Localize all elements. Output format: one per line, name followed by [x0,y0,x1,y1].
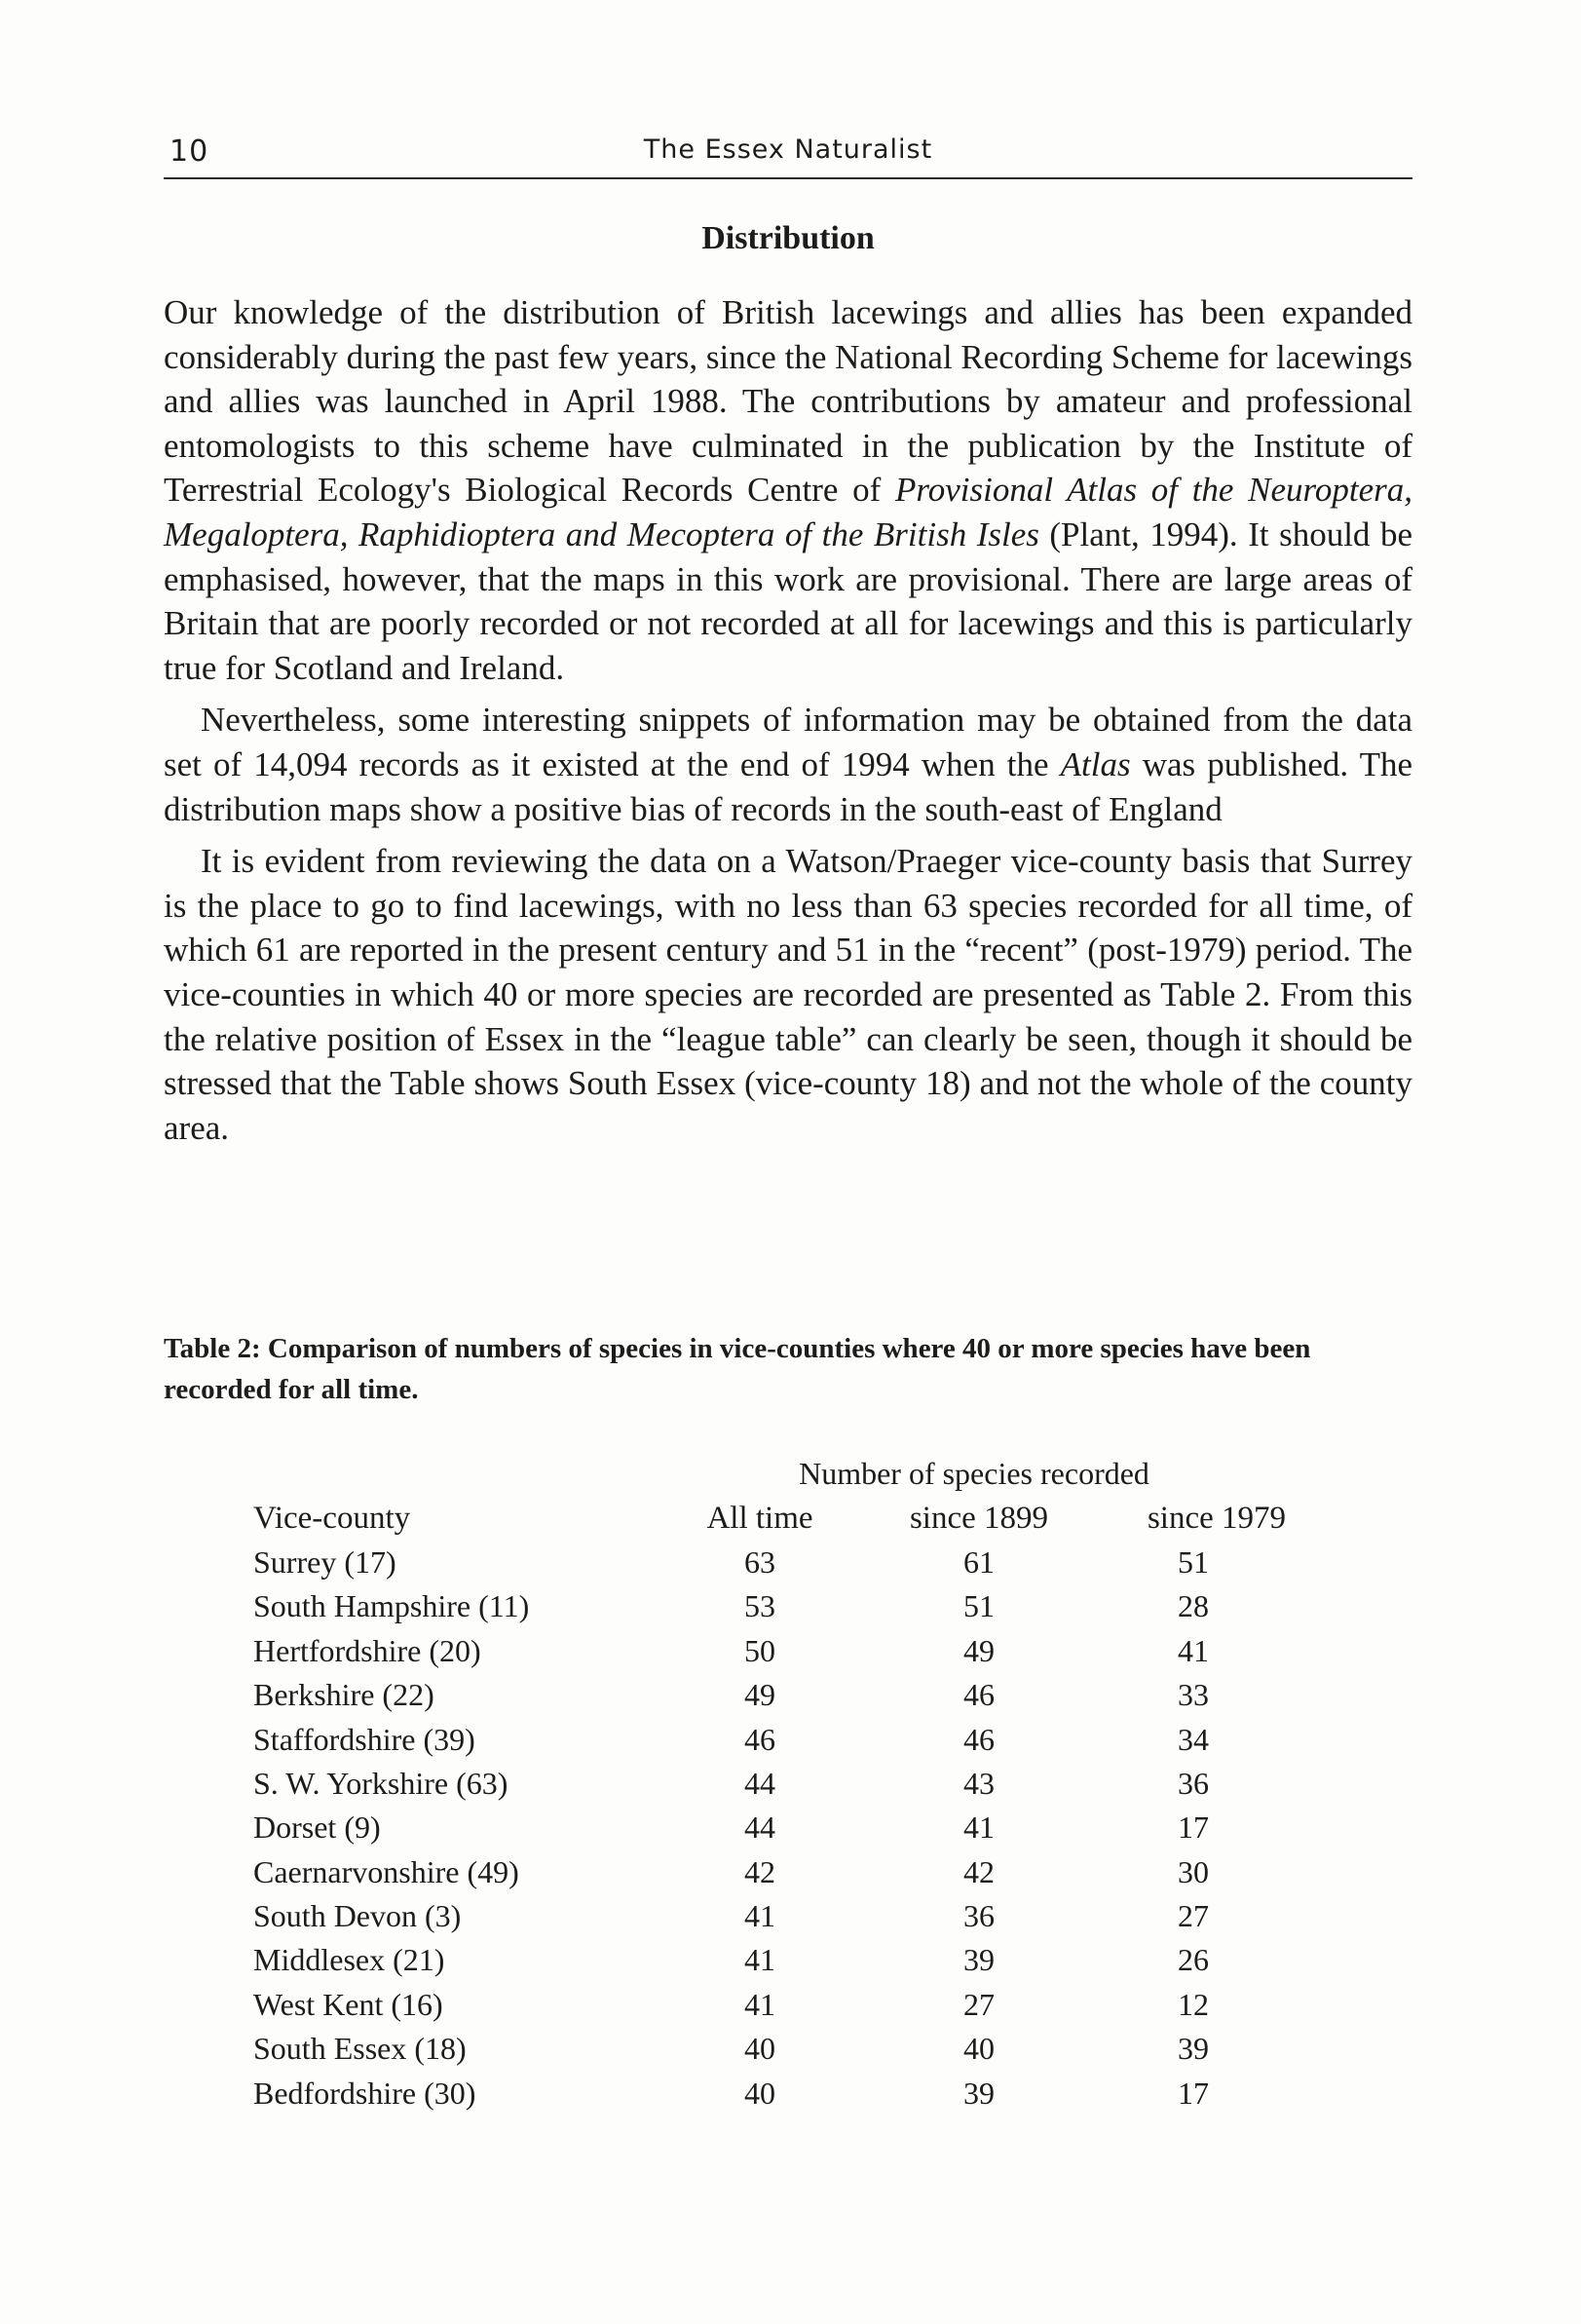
cell-vice-county: Hertfordshire (20) [253,1632,481,1668]
table-group-header-row [253,1452,1286,1496]
cell-all-time: 41 [744,1986,775,2022]
table-row [253,1938,1286,1982]
column-header-since-1979: since 1979 [1147,1500,1286,1536]
cell-since-1979: 27 [1178,1898,1209,1934]
cell-all-time: 49 [744,1677,775,1713]
page-number: 10 [169,134,209,169]
table-row [253,1762,1286,1806]
cell-all-time: 46 [744,1721,775,1757]
cell-all-time: 40 [744,2031,775,2067]
table-row [253,1894,1286,1938]
table-row [253,1983,1286,2027]
cell-all-time: 40 [744,2075,775,2111]
cell-since-1979: 51 [1178,1543,1209,1580]
cell-vice-county: South Devon (3) [253,1898,462,1934]
table-row [253,1673,1286,1717]
cell-since-1899: 36 [963,1898,995,1934]
paragraph-1 [164,290,1412,690]
cell-since-1899: 41 [963,1810,995,1846]
cell-since-1899: 27 [963,1986,995,2022]
cell-since-1979: 26 [1178,1942,1209,1978]
cell-all-time: 44 [744,1765,775,1801]
cell-all-time: 41 [744,1942,775,1978]
cell-vice-county: Dorset (9) [253,1810,381,1846]
cell-since-1899: 43 [963,1765,995,1801]
cell-all-time: 63 [744,1543,775,1580]
table-row [253,1629,1286,1673]
cell-vice-county: Caernarvonshire (49) [253,1853,519,1889]
cell-since-1899: 46 [963,1721,995,1757]
cell-vice-county: Berkshire (22) [253,1677,434,1713]
cell-since-1899: 49 [963,1632,995,1668]
cell-since-1979: 33 [1178,1677,1209,1713]
running-header [164,129,1412,179]
cell-vice-county: Surrey (17) [253,1543,396,1580]
table-row [253,2071,1286,2114]
cell-since-1979: 36 [1178,1765,1209,1801]
column-header-since-1899: since 1899 [909,1500,1049,1536]
cell-all-time: 42 [744,1853,775,1889]
table-row [253,1806,1286,1849]
cell-vice-county: Staffordshire (39) [253,1721,475,1757]
section-heading: Distribution [701,220,875,256]
cell-since-1899: 46 [963,1677,995,1713]
cell-since-1979: 39 [1178,2031,1209,2067]
cell-all-time: 44 [744,1810,775,1846]
cell-since-1899: 61 [963,1543,995,1580]
table-row [253,1850,1286,1894]
journal-title: The Essex Naturalist [643,134,933,165]
paragraph-2 [164,698,1412,831]
cell-since-1899: 42 [963,1853,995,1889]
cell-since-1979: 12 [1178,1986,1209,2022]
column-header-vice-county: Vice-county [253,1500,411,1536]
paragraph-3: It is evident from reviewing the data on a Watson/Praeger vice-county basis that Surrey is the place to go to find lacewings, with no less than 63 species recorded for all time, of which 61 are reported in the present century and 51 in the “recent” (post-1979) period. The vice-counties in which 40 or more species are recorded are presented as Table 2. From this the relative position of Essex in the “league table” can clearly be seen, though it should be stressed that the Table shows South Essex (vice-county 18) and not the whole of the county area. [164,842,1412,1147]
cell-vice-county: Middlesex (21) [253,1942,445,1978]
cell-since-1979: 17 [1178,1810,1209,1846]
cell-vice-county: S. W. Yorkshire (63) [253,1765,508,1801]
cell-since-1899: 51 [963,1588,995,1624]
table-column-header-row [253,1496,1286,1540]
cell-vice-county: Bedfordshire (30) [253,2075,476,2111]
cell-all-time: 53 [744,1588,775,1624]
paragraph-1-text-a: Our knowledge of the distribution of British lacewings and allies has been expanded considerably during the past few years, since the National Recording Scheme for lacewings and allies was launched in April 1988. The contributions by amateur and professional entomologists to this scheme have culminated in the publication by the Institute of Terrestrial Ecology's Biological Records Centre of [164,293,1412,510]
table-row [253,1717,1286,1761]
atlas-short-title: Atlas [1060,744,1131,783]
species-table [253,1452,1286,2115]
paragraph-2-text-b: was published. The distribution maps show a positive bias of records in the south-east of England [164,744,1412,828]
table-row [253,1584,1286,1628]
paragraph-2-text-a: Nevertheless, some interesting snippets of information may be obtained from the data set of 14,094 records as it existed at the end of 1994 when the [164,701,1412,783]
cell-since-1899: 39 [963,1942,995,1978]
table-row [253,1541,1286,1584]
cell-since-1979: 41 [1178,1632,1209,1668]
cell-vice-county: South Hampshire (11) [253,1588,530,1624]
table-group-header: Number of species recorded [799,1456,1149,1492]
body-text [164,290,1412,1158]
cell-vice-county: West Kent (16) [253,1986,443,2022]
table-group-spacer [253,1452,662,1496]
cell-all-time: 41 [744,1898,775,1934]
paragraph-1-text-b: (Plant, 1994). It should be emphasised, however, that the maps in this work are provisional. There are large areas of Britain that are poorly recorded or not recorded at all for lacewings and this is particularly true for Scotland and Ireland. [164,514,1412,687]
cell-vice-county: South Essex (18) [253,2031,467,2067]
cell-since-1979: 34 [1178,1721,1209,1757]
cell-since-1979: 30 [1178,1853,1209,1889]
cell-since-1979: 28 [1178,1588,1209,1624]
cell-all-time: 50 [744,1632,775,1668]
cell-since-1899: 39 [963,2075,995,2111]
column-header-all-time: All time [706,1500,813,1536]
table-caption: Table 2: Comparison of numbers of species in vice-counties where 40 or more species have been recorded for all time. [164,1333,1311,1405]
cell-since-1979: 17 [1178,2075,1209,2111]
atlas-full-title: Provisional Atlas of the Neuroptera, Megaloptera, Raphidioptera and Mecoptera of the British Isles [164,471,1412,553]
table-row [253,2027,1286,2071]
cell-since-1899: 40 [963,2031,995,2067]
